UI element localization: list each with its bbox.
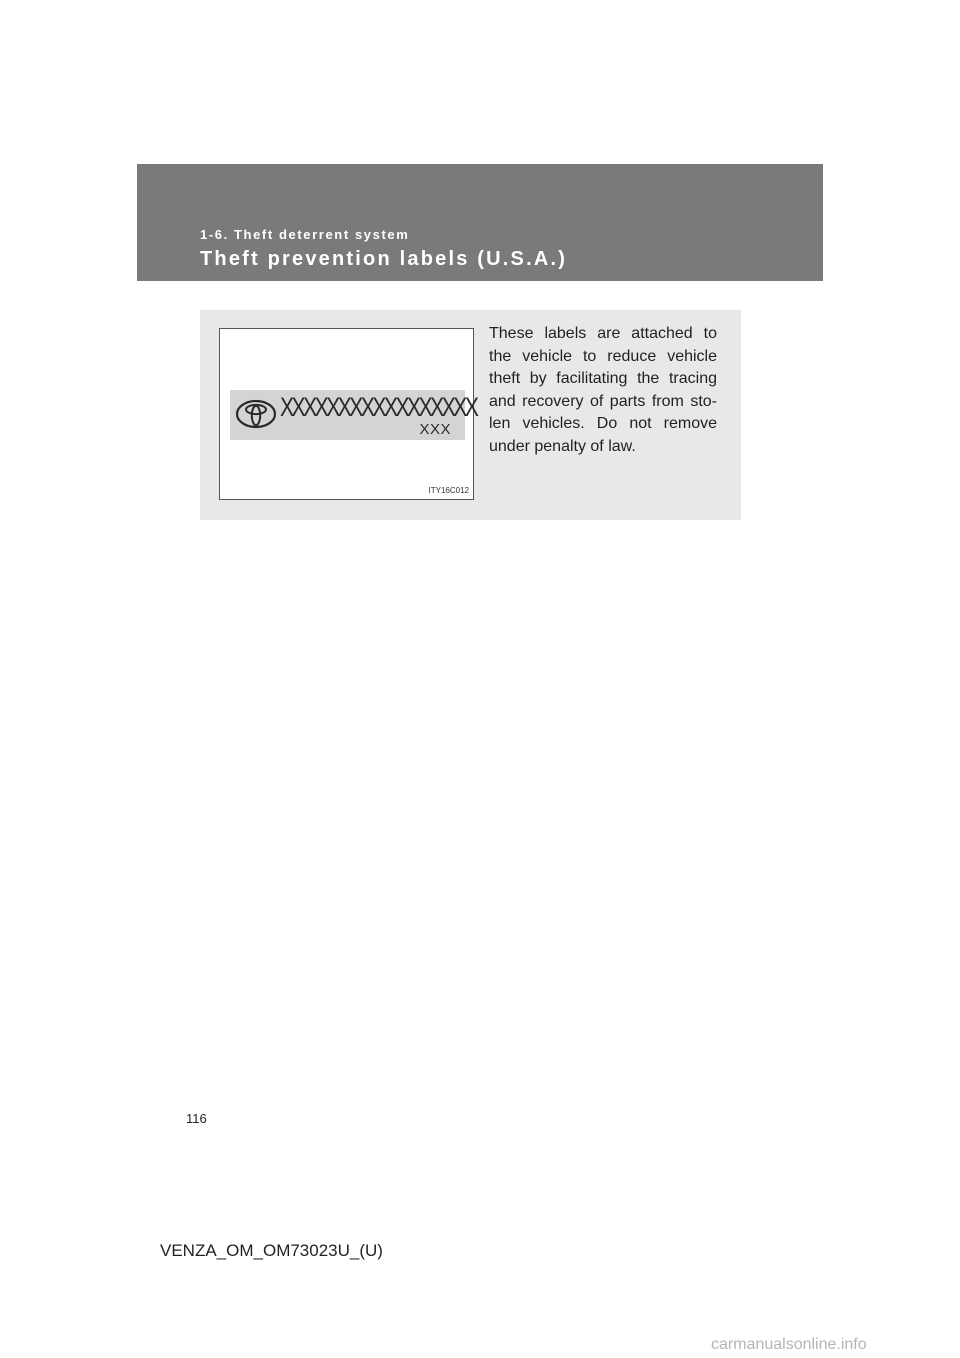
figure-id: ITY16C012 [428,486,469,495]
label-illustration [219,328,477,500]
theft-prevention-label [230,390,477,440]
document-code: VENZA_OM_OM73023U_(U) [160,1241,383,1260]
vin-placeholder: XXXXXXXXXXXXXXXXX [280,392,477,422]
description-text: These labels are attached to the vehicle to reduce vehicle theft by facilitating the tracing and recovery of parts from sto-len vehicles. Do not remove under penalty of law. [489,325,717,455]
section-label: 1-6. Theft deterrent system [200,227,410,242]
page-title: Theft prevention labels (U.S.A.) [200,248,568,270]
content-box [200,310,741,520]
section-header-band [137,164,823,281]
sub-code: XXX [419,421,451,438]
watermark: carmanualsonline.info [711,1336,867,1353]
page-number: 116 [186,1111,207,1126]
toyota-emblem-icon [235,399,277,429]
